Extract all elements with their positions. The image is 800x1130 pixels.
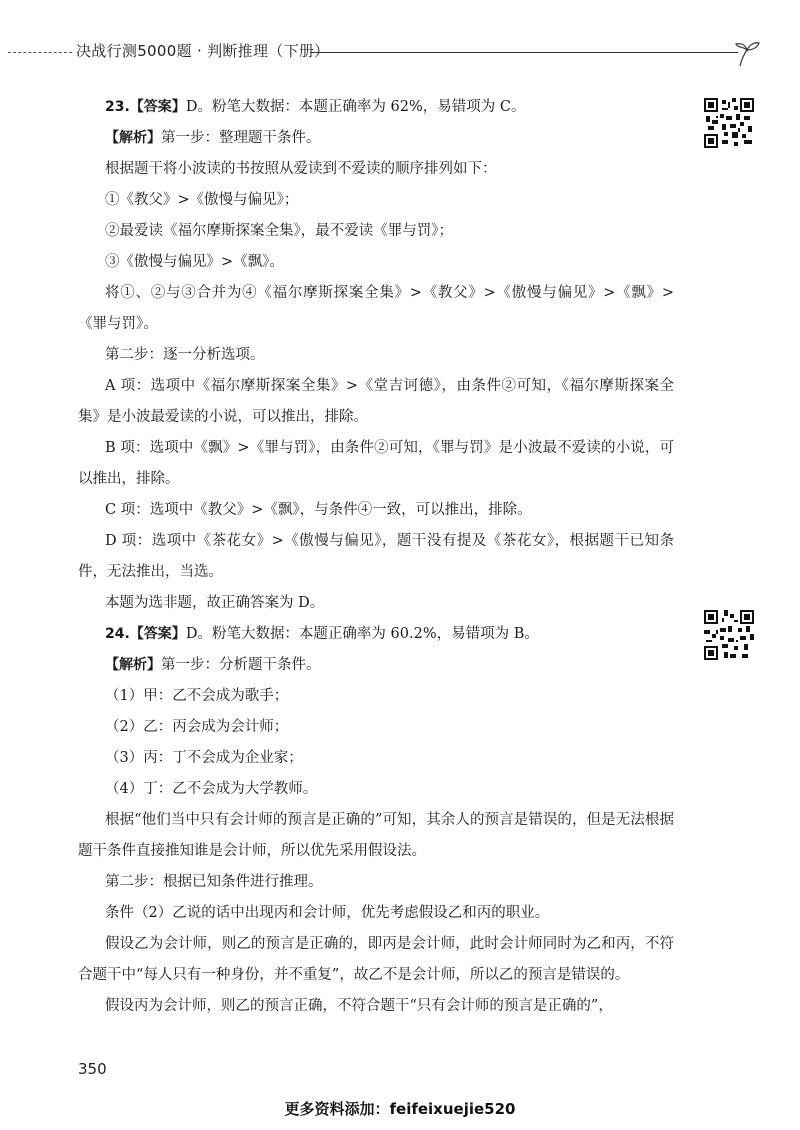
q23-answer-line: [78, 92, 674, 123]
paragraph: D 项：选项中《茶花女》>《傲慢与偏见》，题干没有提及《茶花女》，根据题干已知条件，无法推出，当选。: [78, 533, 674, 580]
q23-analysis-tag: 【解析】: [105, 130, 161, 146]
qr-code-icon[interactable]: [704, 98, 754, 148]
q24-answer-line: [78, 619, 674, 650]
header-rule: [310, 52, 738, 53]
paragraph: C 项：选项中《教父》>《飘》，与条件④一致，可以推出，排除。: [105, 502, 532, 518]
paragraph: B 项：选项中《飘》>《罪与罚》，由条件②可知，《罪与罚》是小波最不爱读的小说，可以推出，排除。: [78, 440, 674, 487]
book-title: 决战行测5000题 · 判断推理（下册）: [76, 42, 330, 60]
paragraph: 假设乙为会计师，则乙的预言是正确的，即丙是会计师，此时会计师同时为乙和丙，不符合题干中“每人只有一种身份，并不重复”，故乙不是会计师，所以乙的预言是错误的。: [78, 936, 674, 983]
footer-note: 更多资料添加：feifeixuejie520: [284, 1100, 516, 1118]
sprout-icon: [730, 36, 764, 70]
q24-answer-text: D。粉笔大数据：本题正确率为 60.2%，易错项为 B。: [185, 626, 539, 642]
q23-answer-tag: 23.【答案】: [105, 99, 186, 115]
q23-answer-text: D。粉笔大数据：本题正确率为 62%，易错项为 C。: [185, 99, 526, 115]
q24-answer-tag: 24.【答案】: [105, 626, 186, 642]
paragraph: ③《傲慢与偏见》>《飘》。: [105, 254, 284, 270]
paragraph: A 项：选项中《福尔摩斯探案全集》>《堂吉诃德》，由条件②可知，《福尔摩斯探案全集》是小波最爱读的小说，可以推出，排除。: [78, 378, 674, 425]
paragraph: 根据“他们当中只有会计师的预言是正确的”可知，其余人的预言是错误的，但是无法根据题干条件直接推知谁是会计师，所以优先采用假设法。: [78, 812, 674, 859]
page-content: [78, 92, 674, 1022]
paragraph: （1）甲：乙不会成为歌手；: [105, 688, 289, 704]
paragraph: （3）丙：丁不会成为企业家；: [105, 750, 303, 766]
q23-analysis-text: 第一步：整理题干条件。: [161, 130, 321, 146]
paragraph: （4）丁：乙不会成为大学教师。: [105, 781, 318, 797]
paragraph: ②最爱读《福尔摩斯探案全集》，最不爱读《罪与罚》；: [105, 223, 453, 239]
paragraph: （2）乙：丙会成为会计师；: [105, 719, 289, 735]
qr-code-icon[interactable]: [704, 610, 754, 660]
paragraph: 假设丙为会计师，则乙的预言正确，不符合题干“只有会计师的预言是正确的”，: [105, 998, 613, 1014]
paragraph: 将①、②与③合并为④《福尔摩斯探案全集》>《教父》>《傲慢与偏见》>《飘》>《罪与罚》。: [78, 285, 674, 332]
q24-analysis-line: [78, 650, 674, 681]
paragraph: 条件（2）乙说的话中出现丙和会计师，优先考虑假设乙和丙的职业。: [105, 905, 550, 921]
q24-analysis-text: 第一步：分析题干条件。: [161, 657, 321, 673]
running-header: [0, 36, 800, 66]
paragraph: 根据题干将小波读的书按照从爱读到不爱读的顺序排列如下：: [105, 161, 497, 177]
paragraph: 本题为选非题，故正确答案为 D。: [105, 595, 325, 611]
q23-analysis-line: [78, 123, 674, 154]
page-number: 350: [78, 1060, 107, 1078]
paragraph: ①《教父》>《傲慢与偏见》；: [105, 192, 299, 208]
header-dash-divider: [8, 52, 72, 53]
q24-analysis-tag: 【解析】: [105, 657, 161, 673]
paragraph: 第二步：根据已知条件进行推理。: [105, 874, 323, 890]
paragraph: 第二步：逐一分析选项。: [105, 347, 265, 363]
